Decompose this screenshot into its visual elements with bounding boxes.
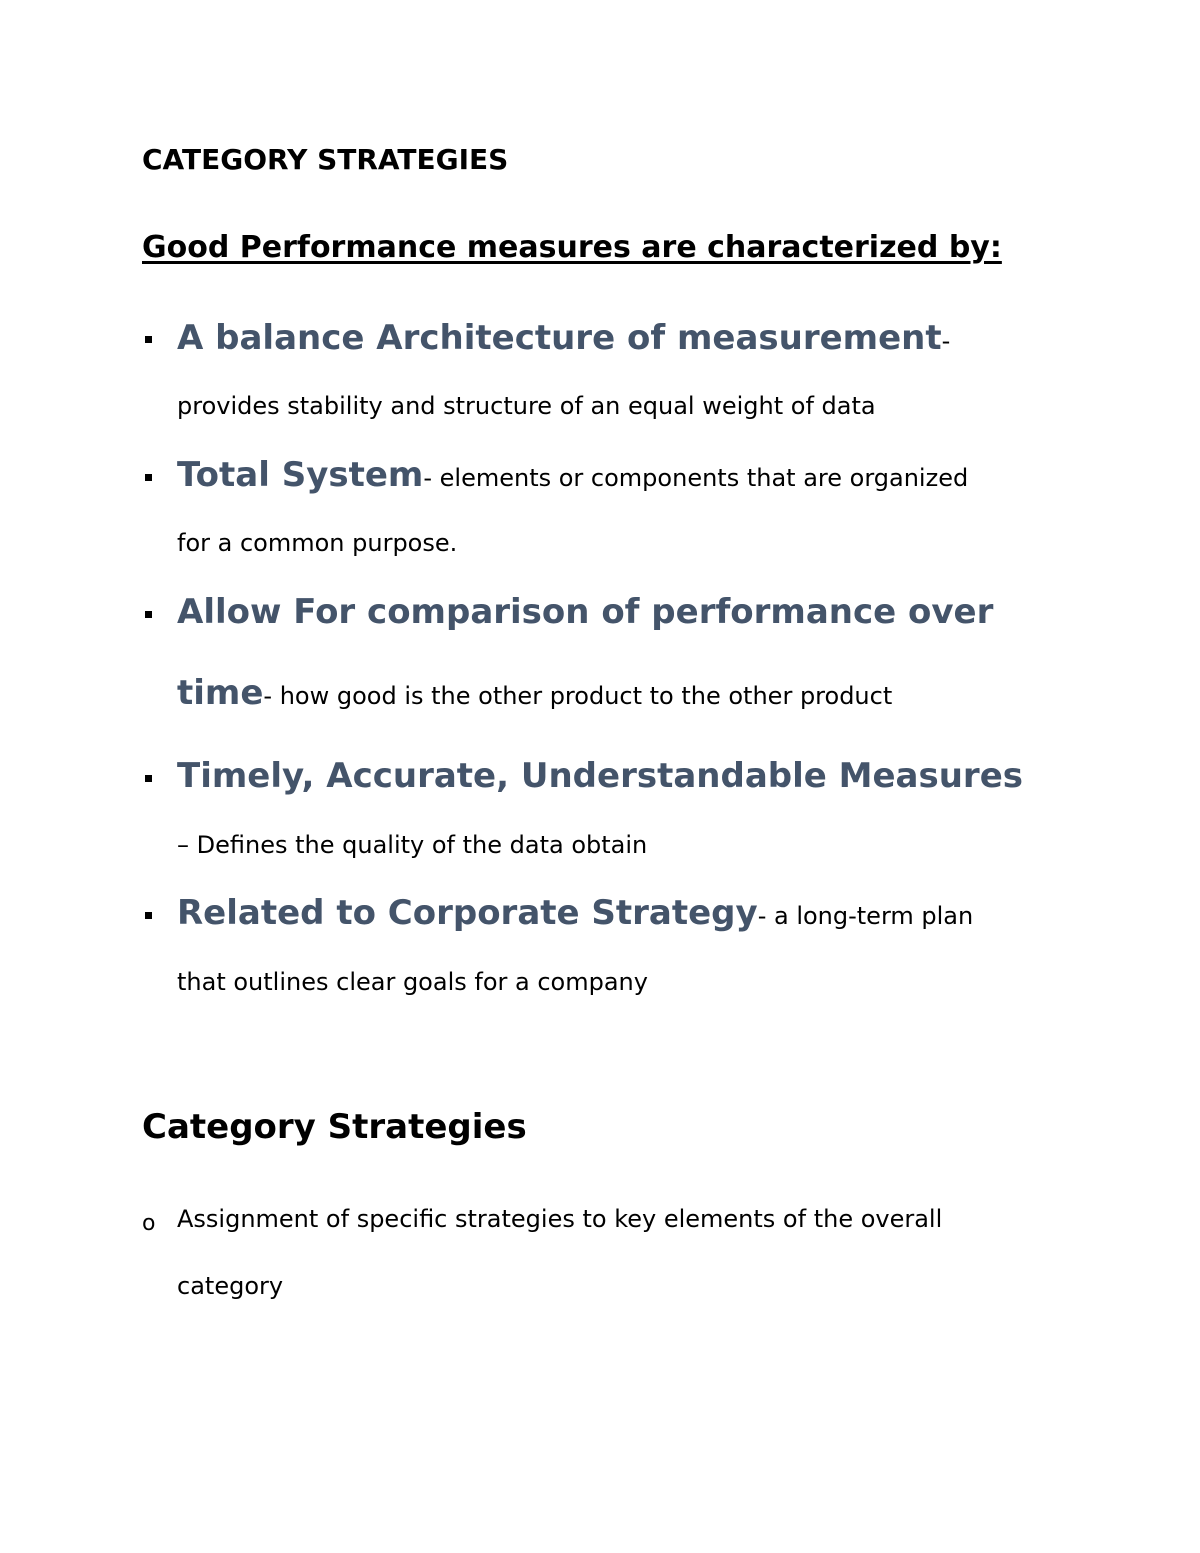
- section-item-text: Assignment of specific strategies to key elements of the overall: [177, 1205, 943, 1233]
- square-bullet-icon: [145, 912, 152, 919]
- square-bullet-icon: [145, 775, 152, 782]
- characteristic-term: time: [177, 673, 264, 713]
- square-bullet-icon: [145, 336, 152, 343]
- document-title: CATEGORY STRATEGIES: [142, 143, 509, 176]
- characteristic-description: provides stability and structure of an equal weight of data: [177, 392, 876, 420]
- section-heading: Category Strategies: [142, 1107, 527, 1147]
- characteristic-description: - a long-term plan: [757, 902, 974, 930]
- list-item-line: [177, 673, 892, 713]
- characteristic-description: - elements or components that are organized: [423, 464, 969, 492]
- characteristic-term: Total System: [177, 455, 424, 495]
- characteristic-description: – Defines the quality of the data obtain: [177, 831, 648, 859]
- characteristic-description: - how good is the other product to the other product: [263, 682, 893, 710]
- characteristic-term: Related to Corporate Strategy: [177, 893, 758, 933]
- list-item-line: [177, 455, 968, 495]
- characteristic-description: for a common purpose.: [177, 529, 458, 557]
- square-bullet-icon: [145, 474, 152, 481]
- characteristic-term: A balance Architecture of measurement: [177, 318, 942, 358]
- list-item-line: [177, 893, 973, 933]
- square-bullet-icon: [145, 611, 152, 618]
- section-item-text: category: [177, 1272, 284, 1300]
- list-item-line: [177, 318, 950, 358]
- characteristic-term: Timely, Accurate, Understandable Measures: [177, 756, 1023, 796]
- characteristic-term: Allow For comparison of performance over: [177, 592, 994, 632]
- characteristic-description: -: [941, 327, 951, 355]
- characteristic-description: that outlines clear goals for a company: [177, 968, 648, 996]
- circle-bullet-icon: o: [142, 1211, 156, 1236]
- document-subtitle: Good Performance measures are characterized by:: [142, 230, 1002, 265]
